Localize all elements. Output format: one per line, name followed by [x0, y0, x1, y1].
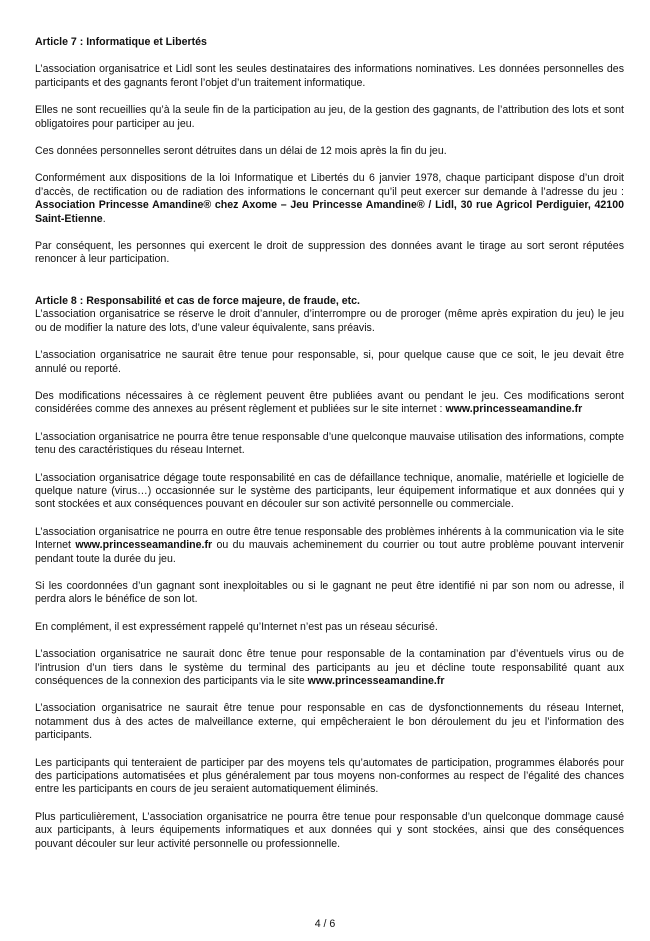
- website-link[interactable]: www.princesseamandine.fr: [307, 675, 445, 687]
- article-8-paragraph-3: [35, 390, 624, 417]
- article-8-paragraph-12: Plus particulièrement, L’association organisatrice ne pourra être tenue pour responsable d’un quelconque dommage causé aux participants, à leurs équipements informatiques et aux données qui y sont stockées, ainsi que des conséquences pouvant découler sur leur activité personnelle ou professionnelle.: [35, 810, 624, 850]
- article-7-paragraph-4: [35, 172, 624, 226]
- article-8-paragraph-9-text: L’association organisatrice ne saurait donc être tenue pour responsable de la contamination par d’éventuels virus ou de l’intrusion d’un tiers dans le système du terminal des participants au jeu et décline toute responsabilité quant aux conséquences de la connexion des participants via le site: [35, 648, 624, 687]
- article-8-paragraph-2: L’association organisatrice ne saurait être tenue pour responsable, si, pour quelque cause que ce soit, le jeu devait être annulé ou reporté.: [35, 349, 624, 375]
- article-7-paragraph-4-text: Conformément aux dispositions de la loi Informatique et Libertés du 6 janvier 1978, chaque participant dispose d’un droit d’accès, de rectification ou de radiation des informations le concernant qu’il peut exercer sur demande à l’adresse du jeu :: [35, 172, 624, 198]
- website-link[interactable]: www.princesseamandine.fr: [75, 539, 213, 552]
- page-number: 4 / 6: [314, 918, 336, 930]
- article-8-paragraph-1: L’association organisatrice se réserve le droit d’annuler, d’interrompre ou de proroger (même après expiration du jeu) le jeu ou de modifier la nature des lots, d’une valeur équivalente, sans préavis.: [35, 308, 624, 334]
- article-7-title: Article 7 : Informatique et Libertés: [35, 36, 207, 48]
- article-7-paragraph-4-end: .: [102, 212, 106, 225]
- article-7-paragraph-5: Par conséquent, les personnes qui exercent le droit de suppression des données avant le tirage au sort seront réputées renoncer à leur participation.: [35, 240, 624, 266]
- article-8-paragraph-6-text-2: ou du mauvais acheminement du courrier ou tout autre problème pouvant intervenir pendant toute la durée du jeu.: [35, 539, 625, 565]
- article-7-paragraph-2: Elles ne sont recueillies qu’à la seule fin de la participation au jeu, de la gestion des gagnants, de l’attribution des lots et sont obligatoires pour participer au jeu.: [35, 104, 624, 130]
- article-8-paragraph-6-text-1: L’association organisatrice ne pourra en outre être tenue responsable des problèmes inhérents à la communication via le site Internet: [35, 525, 624, 552]
- website-link[interactable]: www.princesseamandine.fr: [445, 403, 583, 416]
- article-7-paragraph-1: L’association organisatrice et Lidl sont les seules destinataires des informations nominatives. Les données personnelles des participants et des gagnants feront l’objet d’un traitement informatique.: [35, 63, 624, 89]
- article-8-paragraph-8: En complément, il est expressément rappelé qu’Internet n’est pas un réseau sécurisé.: [35, 620, 438, 633]
- article-8-title: Article 8 : Responsabilité et cas de force majeure, de fraude, etc.: [35, 294, 360, 307]
- article-8-paragraph-9: [35, 648, 624, 688]
- article-8-paragraph-11: Les participants qui tenteraient de participer par des moyens tels qu’automates de participation, programmes élaborés pour des participations automatisées et plus généralement par tous moyens non-conformes au respect de l’égalité des chances entre les participants en cours de jeu seraient automatiquement éliminés.: [35, 756, 624, 796]
- article-8-paragraph-5: L’association organisatrice dégage toute responsabilité en cas de défaillance technique, anomalie, matérielle et logicielle de quelque nature (virus…) occasionnée sur le système des participants, leur équipement informatique et aux données qui y sont stockées et aux conséquences pouvant en découler sur son activité personnelle ou commerciale.: [35, 471, 624, 511]
- article-7-paragraph-3: Ces données personnelles seront détruites dans un délai de 12 mois après la fin du jeu.: [35, 145, 447, 158]
- article-8-paragraph-7: Si les coordonnées d’un gagnant sont inexploitables ou si le gagnant ne peut être identifié ni par son nom ou adresse, il perdra alors le bénéfice de son lot.: [35, 579, 624, 606]
- game-postal-address: Association Princesse Amandine® chez Axome – Jeu Princesse Amandine® / Lidl, 30 rue Agricol Perdiguier, 42100 Saint-Etienne: [35, 199, 624, 225]
- article-8-paragraph-10: L’association organisatrice ne saurait être tenue pour responsable en cas de dysfonctionnements du réseau Internet, notamment dus à des actes de malveillance externe, qui empêcheraient le bon déroulement du jeu et l’information des participants.: [35, 702, 624, 742]
- article-8-paragraph-6: [35, 526, 624, 566]
- article-8-paragraph-3-text: Des modifications nécessaires à ce règlement peuvent être publiées avant ou pendant le jeu. Ces modifications seront considérées comme des annexes au présent règlement et publiées sur le site internet :: [35, 389, 624, 416]
- article-8-paragraph-4: L’association organisatrice ne pourra être tenue responsable d’une quelconque mauvaise utilisation des informations, compte tenu des caractéristiques du réseau Internet.: [35, 430, 624, 457]
- document-page: [35, 36, 624, 851]
